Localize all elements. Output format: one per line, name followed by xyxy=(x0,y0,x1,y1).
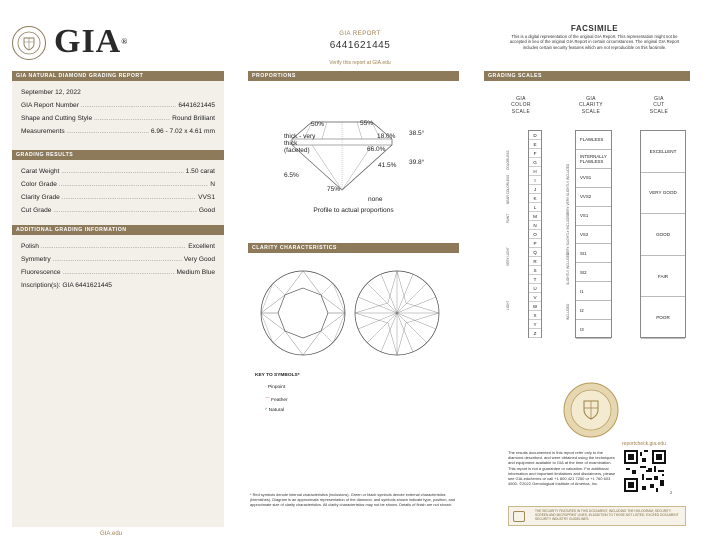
cut-grade-cell: POOR xyxy=(641,297,685,339)
crown-height: 18.0% xyxy=(377,133,396,140)
cut-grade-cell: FAIR xyxy=(641,256,685,298)
clarity-grade-cell: SI1 xyxy=(576,244,611,263)
symbol-natural: ^ Natural xyxy=(265,408,285,413)
color-group-near-colorless: NEAR COLORLESS xyxy=(506,174,510,204)
symbol-pinpoint: · Pinpoint xyxy=(265,385,286,390)
color-grade-cell: R xyxy=(529,257,541,266)
cut-row: Cut Grade ..... Good xyxy=(12,204,224,217)
natural-report-heading: GIA NATURAL DIAMOND GRADING REPORT xyxy=(12,71,224,81)
clarity-scale xyxy=(575,130,612,338)
clarity-footnote: * Red symbols denote internal characteristics (inclusions). Green or black symbols denote external characteristics (blemishes). Diagram is an approximate representation of the diamond, and symbols shown indicate type, position, and approximate size of clarity characteristics. All clarity characteristics may not be shown. Details of finish are not shown. xyxy=(250,492,456,507)
clarity-grade-cell: I2 xyxy=(576,301,611,320)
polish-row: Polish ..... Excellent xyxy=(12,240,224,253)
security-notice: THE SECURITY FEATURES IN THIS DOCUMENT, INCLUDING THE HOLOGRAM, SECURITY SCREEN AND MICROPRINT LINES, IN ADDITION TO THOSE NOT LISTED, EXCEED DOCUMENT SECURITY INDUSTRY GUIDELINES. xyxy=(508,506,686,526)
facsimile-text: This is a digital representation of the original GIA Report. This representation might not be accepted in lieu of the original GIA Report in certain circumstances. The original GIA Report includes certain security features which are not reproducible on this facsimile. xyxy=(509,34,680,50)
grading-scales-section xyxy=(484,71,690,81)
color-grade-cell: M xyxy=(529,212,541,221)
clarity-grade-cell: FLAWLESS xyxy=(576,131,611,150)
verify-link[interactable]: Verify this report at GIA.edu xyxy=(329,60,391,66)
gia-gold-seal-icon xyxy=(562,381,620,439)
color-grade-cell: F xyxy=(529,149,541,158)
cut-scale-head: GIA CUT SCALE xyxy=(649,96,669,115)
clarity-heading: CLARITY CHARACTERISTICS xyxy=(248,243,459,253)
girdle-pct: 6.5% xyxy=(284,172,299,179)
crown-pct: 50% xyxy=(311,121,325,128)
crown-angle: 38.5° xyxy=(409,130,425,137)
proportions-diagram xyxy=(282,112,402,196)
color-grade-cell: H xyxy=(529,167,541,176)
clarity-grade-cell: VVS1 xyxy=(576,169,611,188)
cut-grade-cell: VERY GOOD xyxy=(641,173,685,215)
color-group-faint: FAINT xyxy=(506,213,510,223)
facsimile-title: FACSIMILE xyxy=(570,24,619,33)
color-grade-cell: E xyxy=(529,140,541,149)
report-number-row: GIA Report Number ..... 6441621445 xyxy=(12,99,224,112)
clarity-grade-cell: SI2 xyxy=(576,263,611,282)
color-grade-cell: P xyxy=(529,239,541,248)
fluorescence-row: Fluorescence ..... Medium Blue xyxy=(12,266,224,279)
girdle-desc: thick - very thick (faceted) xyxy=(284,133,316,154)
clarity-group-vs: VERY SLIGHTLY INCLUDED xyxy=(566,213,570,255)
color-grade-cell: W xyxy=(529,302,541,311)
symmetry-row: Symmetry ..... Very Good xyxy=(12,253,224,266)
lower-half: 75% xyxy=(327,186,341,193)
color-grade-cell: N xyxy=(529,221,541,230)
clarity-grade-cell: VVS2 xyxy=(576,188,611,207)
clarity-grade-cell: VS1 xyxy=(576,207,611,226)
gia-edu-link[interactable]: GIA.edu xyxy=(100,531,123,537)
measurements-row: Measurements ..... 6.96 - 7.02 x 4.61 mm xyxy=(12,125,224,138)
color-grade-cell: Y xyxy=(529,320,541,329)
color-row: Color Grade ..... N xyxy=(12,178,224,191)
color-grade-cell: G xyxy=(529,158,541,167)
pavilion-depth: 41.5% xyxy=(378,162,397,169)
total-depth: 66.0% xyxy=(367,146,386,153)
symbol-feather: ⌒ Feather xyxy=(265,398,288,403)
color-grade-cell: Z xyxy=(529,329,541,338)
clarity-row: Clarity Grade ..... VVS1 xyxy=(12,191,224,204)
color-group-very-light: VERY LIGHT xyxy=(506,247,510,266)
clarity-group-si: SLIGHTLY INCLUDED xyxy=(566,252,570,285)
gia-seal-icon xyxy=(12,26,46,60)
inscription-row: Inscription(s): GIA 6441621445 xyxy=(21,282,112,289)
grading-scales-heading: GRADING SCALES xyxy=(484,71,690,81)
reportcheck-link[interactable]: reportcheck.gia.edu xyxy=(622,441,666,447)
left-column xyxy=(12,71,224,527)
culet: none xyxy=(368,196,383,203)
disclaimer-text: The results documented in this report refer only to the diamond described, and were obtained using the techniques and equipment available to GIA at the time of examination. This report is not a guarantee or valuation. For additional information and important limitations and disclaimers, please see GIA.edu/terms or call +1 800 421 7250 or +1 760 603 4500. ©2022 Gemological Institute of America, Inc. xyxy=(508,450,616,487)
color-grade-cell: J xyxy=(529,185,541,194)
color-grade-cell: O xyxy=(529,230,541,239)
pavilion-plot-diagram xyxy=(352,268,442,358)
cut-grade-cell: EXCELLENT xyxy=(641,131,685,173)
color-group-light: LIGHT xyxy=(506,300,510,310)
clarity-scale-head: GIA CLARITY SCALE xyxy=(579,96,603,115)
color-grade-cell: T xyxy=(529,275,541,284)
color-grade-cell: X xyxy=(529,311,541,320)
clarity-grade-cell: I1 xyxy=(576,282,611,301)
crown-plot-diagram xyxy=(258,268,348,358)
shape-row: Shape and Cutting Style ..... Round Brilliant xyxy=(12,112,224,125)
lock-icon xyxy=(513,511,525,522)
gia-logo: GIA® xyxy=(54,23,129,60)
report-label: GIA REPORT xyxy=(339,31,381,37)
carat-row: Carat Weight ..... 1.50 carat xyxy=(12,165,224,178)
report-number: 6441621445 xyxy=(329,40,391,51)
clarity-grade-cell: VS2 xyxy=(576,226,611,245)
clarity-grade-cell: INTERNALLY FLAWLESS xyxy=(576,150,611,169)
table-pct: 55% xyxy=(360,120,374,127)
color-grade-cell: L xyxy=(529,203,541,212)
profile-caption: Profile to actual proportions xyxy=(313,207,394,214)
cut-scale xyxy=(640,130,686,338)
pavilion-angle: 39.8° xyxy=(409,159,425,166)
color-grade-cell: D xyxy=(529,131,541,140)
qr-index: 2 xyxy=(670,490,673,495)
qr-code-icon[interactable] xyxy=(624,450,666,492)
clarity-grade-cell: I3 xyxy=(576,320,611,339)
cut-grade-cell: GOOD xyxy=(641,214,685,256)
report-date: September 12, 2022 xyxy=(21,89,81,96)
color-grade-cell: V xyxy=(529,293,541,302)
additional-info-heading: ADDITIONAL GRADING INFORMATION xyxy=(12,225,224,235)
color-grade-cell: Q xyxy=(529,248,541,257)
color-grade-cell: I xyxy=(529,176,541,185)
color-grade-cell: S xyxy=(529,266,541,275)
color-group-colorless: COLORLESS xyxy=(506,150,510,170)
clarity-group-vvs: VERY VERY SLIGHTLY INCLUDED xyxy=(566,163,570,215)
color-grade-cell: K xyxy=(529,194,541,203)
clarity-group-i: INCLUDED xyxy=(566,303,570,320)
color-scale xyxy=(528,130,542,338)
grading-results-heading: GRADING RESULTS xyxy=(12,150,224,160)
color-grade-cell: U xyxy=(529,284,541,293)
proportions-heading: PROPORTIONS xyxy=(248,71,459,81)
color-scale-head: GIA COLOR SCALE xyxy=(511,96,531,115)
clarity-section xyxy=(248,243,459,253)
key-symbols-title: KEY TO SYMBOLS* xyxy=(255,373,300,378)
proportions-section xyxy=(248,71,459,81)
